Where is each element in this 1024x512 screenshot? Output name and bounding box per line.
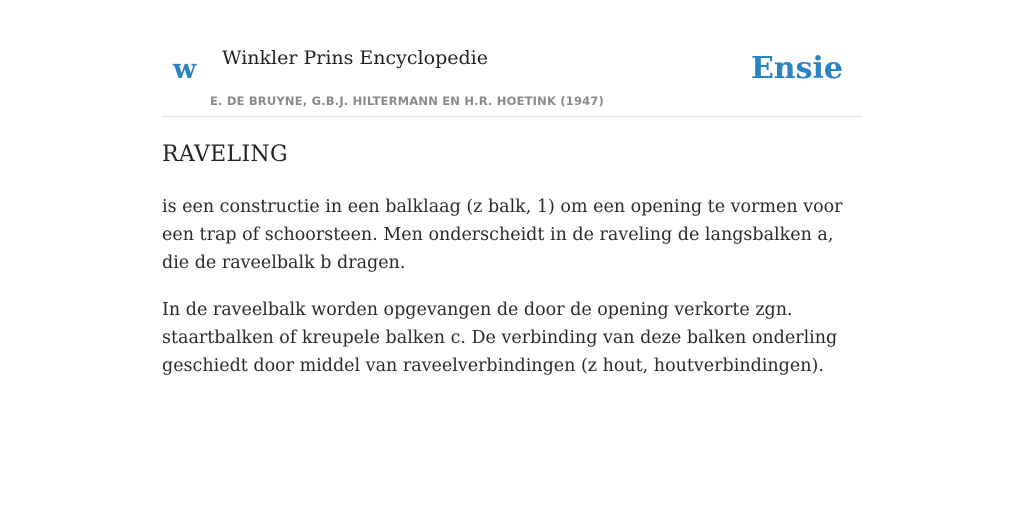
ensie-brand-logo[interactable]: Ensie [750, 51, 843, 86]
header [162, 0, 862, 117]
entry-paragraph: is een constructie in een balklaag (z balk, 1) om een opening te vormen voor een trap of schoorsteen. Men onderscheidt in de raveling de langsbalken a, die de raveelbalk b dragen. [162, 197, 843, 273]
encyclopedia-logo[interactable]: w [173, 54, 197, 85]
entry-body [162, 193, 862, 399]
source-authors: E. DE BRUYNE, G.B.J. HILTERMANN EN H.R. HOETINK (1947) [210, 94, 605, 108]
entry-headword: RAVELING [162, 142, 288, 167]
source-title[interactable]: Winkler Prins Encyclopedie [222, 47, 488, 69]
entry-paragraph: In de raveelbalk worden opgevangen de door de opening verkorte zgn. staartbalken of kreupele balken c. De verbinding van deze balken onderling geschiedt door middel van raveelverbindingen (z hout, houtverbindingen). [162, 300, 838, 376]
